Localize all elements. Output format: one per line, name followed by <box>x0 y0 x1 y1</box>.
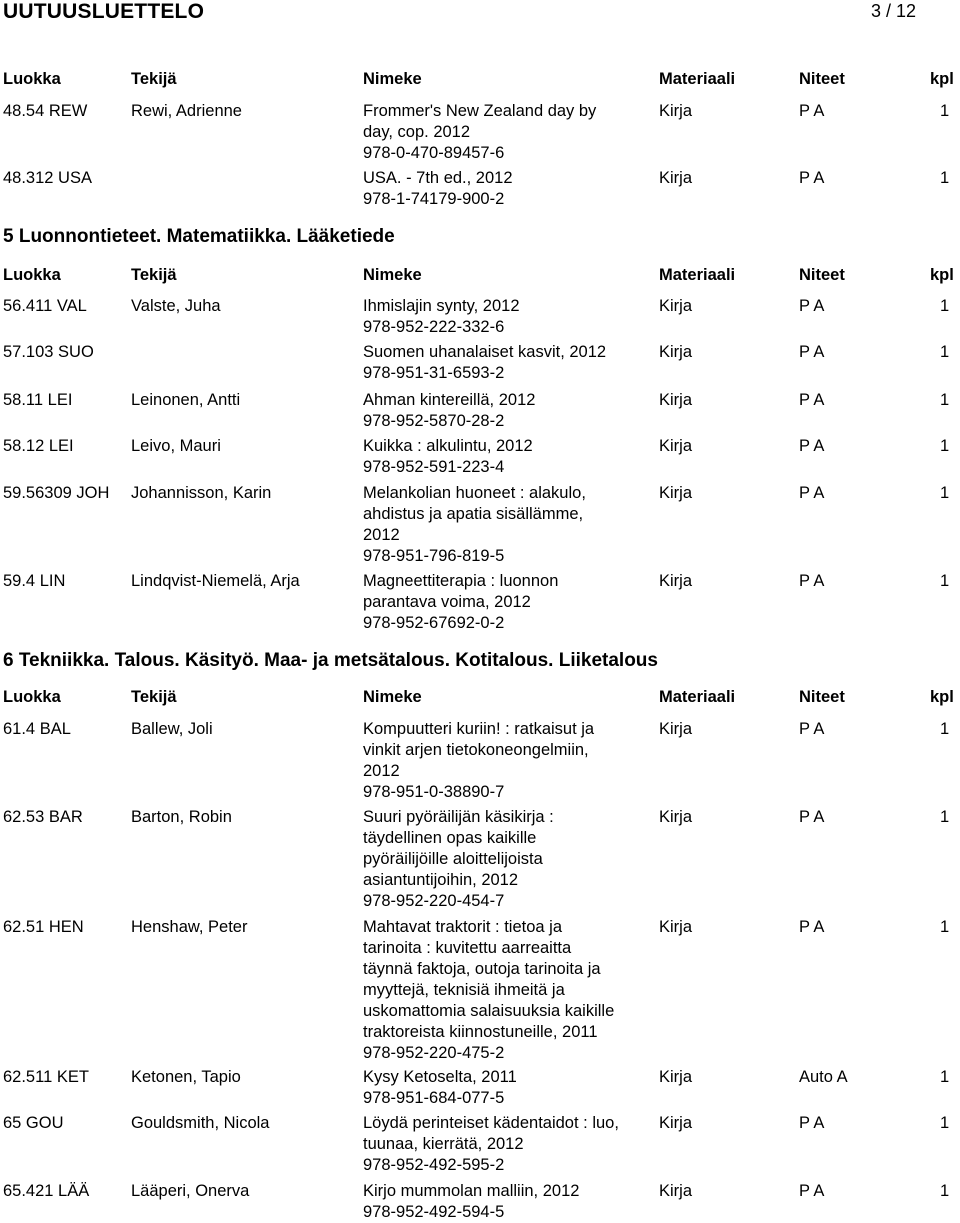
column-header-tekija: Tekijä <box>131 70 177 88</box>
author: Gouldsmith, Nicola <box>131 1114 270 1132</box>
section-heading: 6 Tekniikka. Talous. Käsityö. Maa- ja metsätalous. Kotitalous. Liiketalous <box>3 650 658 671</box>
isbn: 978-951-796-819-5 <box>363 547 505 565</box>
isbn: 978-952-222-332-6 <box>363 318 505 336</box>
column-header-row <box>0 688 960 708</box>
author: Leivo, Mauri <box>131 437 221 455</box>
title-block <box>363 1113 658 1176</box>
material-type: Kirja <box>659 484 693 502</box>
title-block <box>363 1067 658 1109</box>
material-type: Kirja <box>659 572 693 590</box>
copy-count: 1 <box>940 808 950 826</box>
title-line: asiantuntijoihin, 2012 <box>363 871 519 889</box>
isbn: 978-952-67692-0-2 <box>363 614 505 632</box>
copies-location: P A <box>799 918 825 936</box>
classification-code: 56.411 VAL <box>3 297 87 315</box>
copies-location: P A <box>799 572 825 590</box>
title-line: Ahman kintereillä, 2012 <box>363 391 536 409</box>
author: Henshaw, Peter <box>131 918 248 936</box>
title-block <box>363 571 658 634</box>
copies-location: P A <box>799 343 825 361</box>
column-header-luokka: Luokka <box>3 266 61 284</box>
author: Johannisson, Karin <box>131 484 272 502</box>
title-block <box>363 168 658 210</box>
isbn: 978-952-5870-28-2 <box>363 412 505 430</box>
column-header-materiaali: Materiaali <box>659 70 736 88</box>
title-line: täynnä faktoja, outoja tarinoita ja <box>363 960 601 978</box>
author: Ketonen, Tapio <box>131 1068 241 1086</box>
column-header-materiaali: Materiaali <box>659 688 736 706</box>
copies-location: P A <box>799 808 825 826</box>
classification-code: 62.53 BAR <box>3 808 83 826</box>
author: Leinonen, Antti <box>131 391 241 409</box>
title-line: Suomen uhanalaiset kasvit, 2012 <box>363 343 607 361</box>
classification-code: 59.56309 JOH <box>3 484 110 502</box>
column-header-tekija: Tekijä <box>131 688 177 706</box>
title-line: 2012 <box>363 762 400 780</box>
column-header-row <box>0 70 960 90</box>
copies-location: P A <box>799 169 825 187</box>
classification-code: 48.312 USA <box>3 169 92 187</box>
author: Valste, Juha <box>131 297 221 315</box>
copy-count: 1 <box>940 169 950 187</box>
copies-location: P A <box>799 391 825 409</box>
title-block <box>363 342 658 384</box>
isbn: 978-951-0-38890-7 <box>363 783 505 801</box>
title-line: tarinoita : kuvitettu aarreaitta <box>363 939 572 957</box>
column-header-nimeke: Nimeke <box>363 70 422 88</box>
column-header-nimeke: Nimeke <box>363 266 422 284</box>
column-header-tekija: Tekijä <box>131 266 177 284</box>
title-line: Melankolian huoneet : alakulo, <box>363 484 586 502</box>
title-line: uskomattomia salaisuuksia kaikille <box>363 1002 615 1020</box>
title-block <box>363 1181 658 1223</box>
copies-location: P A <box>799 1182 825 1200</box>
title-line: Suuri pyöräilijän käsikirja : <box>363 808 554 826</box>
isbn: 978-952-591-223-4 <box>363 458 505 476</box>
author: Lindqvist-Niemelä, Arja <box>131 572 300 590</box>
author: Lääperi, Onerva <box>131 1182 250 1200</box>
title-line: vinkit arjen tietokoneongelmiin, <box>363 741 589 759</box>
title-block <box>363 390 658 432</box>
classification-code: 58.11 LEI <box>3 391 73 409</box>
material-type: Kirja <box>659 808 693 826</box>
isbn: 978-1-74179-900-2 <box>363 190 505 208</box>
copies-location: P A <box>799 720 825 738</box>
copy-count: 1 <box>940 391 950 409</box>
isbn: 978-952-492-595-2 <box>363 1156 505 1174</box>
copy-count: 1 <box>940 572 950 590</box>
title-line: ahdistus ja apatia sisällämme, <box>363 505 584 523</box>
classification-code: 57.103 SUO <box>3 343 94 361</box>
title-line: Magneettiterapia : luonnon <box>363 572 559 590</box>
title-line: Löydä perinteiset kädentaidot : luo, <box>363 1114 619 1132</box>
isbn: 978-0-470-89457-6 <box>363 144 505 162</box>
column-header-niteet: Niteet <box>799 70 845 88</box>
copy-count: 1 <box>940 437 950 455</box>
isbn: 978-952-220-475-2 <box>363 1044 505 1062</box>
column-header-niteet: Niteet <box>799 688 845 706</box>
isbn: 978-952-492-594-5 <box>363 1203 505 1221</box>
author: Barton, Robin <box>131 808 232 826</box>
section-heading: 5 Luonnontieteet. Matematiikka. Lääketiede <box>3 226 395 247</box>
copy-count: 1 <box>940 102 950 120</box>
copy-count: 1 <box>940 918 950 936</box>
isbn: 978-951-31-6593-2 <box>363 364 505 382</box>
copies-location: P A <box>799 484 825 502</box>
page-number: 3 / 12 <box>871 1 917 21</box>
title-block <box>363 807 658 912</box>
title-line: 2012 <box>363 526 400 544</box>
title-line: parantava voima, 2012 <box>363 593 531 611</box>
copies-location: Auto A <box>799 1068 848 1086</box>
title-line: Kirjo mummolan malliin, 2012 <box>363 1182 580 1200</box>
classification-code: 61.4 BAL <box>3 720 71 738</box>
title-line: myyttejä, teknisiä ihmeitä ja <box>363 981 565 999</box>
material-type: Kirja <box>659 343 693 361</box>
column-header-nimeke: Nimeke <box>363 688 422 706</box>
copy-count: 1 <box>940 1068 950 1086</box>
title-block <box>363 719 658 803</box>
title-line: traktoreista kiinnostuneille, 2011 <box>363 1023 598 1041</box>
column-header-kpl: kpl <box>930 266 954 284</box>
material-type: Kirja <box>659 918 693 936</box>
classification-code: 59.4 LIN <box>3 572 66 590</box>
copy-count: 1 <box>940 1114 950 1132</box>
material-type: Kirja <box>659 102 693 120</box>
copies-location: P A <box>799 437 825 455</box>
page-title: UUTUUSLUETTELO <box>3 0 205 23</box>
copies-location: P A <box>799 297 825 315</box>
material-type: Kirja <box>659 391 693 409</box>
column-header-luokka: Luokka <box>3 688 61 706</box>
column-header-niteet: Niteet <box>799 266 845 284</box>
column-header-kpl: kpl <box>930 688 954 706</box>
title-line: Frommer's New Zealand day by <box>363 102 597 120</box>
title-line: tuunaa, kierrätä, 2012 <box>363 1135 524 1153</box>
column-header-luokka: Luokka <box>3 70 61 88</box>
copy-count: 1 <box>940 343 950 361</box>
classification-code: 48.54 REW <box>3 102 88 120</box>
copies-location: P A <box>799 102 825 120</box>
title-block <box>363 101 658 164</box>
copy-count: 1 <box>940 297 950 315</box>
title-line: Ihmislajin synty, 2012 <box>363 297 520 315</box>
material-type: Kirja <box>659 1114 693 1132</box>
title-line: pyöräilijöille aloittelijoista <box>363 850 543 868</box>
isbn: 978-952-220-454-7 <box>363 892 505 910</box>
isbn: 978-951-684-077-5 <box>363 1089 505 1107</box>
title-block <box>363 917 658 1064</box>
copy-count: 1 <box>940 720 950 738</box>
title-line: Kysy Ketoselta, 2011 <box>363 1068 517 1086</box>
classification-code: 65 GOU <box>3 1114 64 1132</box>
column-header-kpl: kpl <box>930 70 954 88</box>
copy-count: 1 <box>940 484 950 502</box>
classification-code: 62.511 KET <box>3 1068 89 1086</box>
column-header-materiaali: Materiaali <box>659 266 736 284</box>
title-block <box>363 483 658 567</box>
title-line: USA. - 7th ed., 2012 <box>363 169 513 187</box>
title-line: täydellinen opas kaikille <box>363 829 537 847</box>
material-type: Kirja <box>659 1068 693 1086</box>
title-block <box>363 436 658 478</box>
classification-code: 65.421 LÄÄ <box>3 1182 90 1200</box>
copy-count: 1 <box>940 1182 950 1200</box>
material-type: Kirja <box>659 720 693 738</box>
title-block <box>363 296 658 338</box>
author: Ballew, Joli <box>131 720 213 738</box>
title-line: day, cop. 2012 <box>363 123 471 141</box>
material-type: Kirja <box>659 437 693 455</box>
classification-code: 58.12 LEI <box>3 437 74 455</box>
material-type: Kirja <box>659 1182 693 1200</box>
material-type: Kirja <box>659 297 693 315</box>
title-line: Kompuutteri kuriin! : ratkaisut ja <box>363 720 595 738</box>
material-type: Kirja <box>659 169 693 187</box>
title-line: Mahtavat traktorit : tietoa ja <box>363 918 563 936</box>
copies-location: P A <box>799 1114 825 1132</box>
column-header-row <box>0 266 960 286</box>
title-line: Kuikka : alkulintu, 2012 <box>363 437 533 455</box>
classification-code: 62.51 HEN <box>3 918 84 936</box>
author: Rewi, Adrienne <box>131 102 242 120</box>
